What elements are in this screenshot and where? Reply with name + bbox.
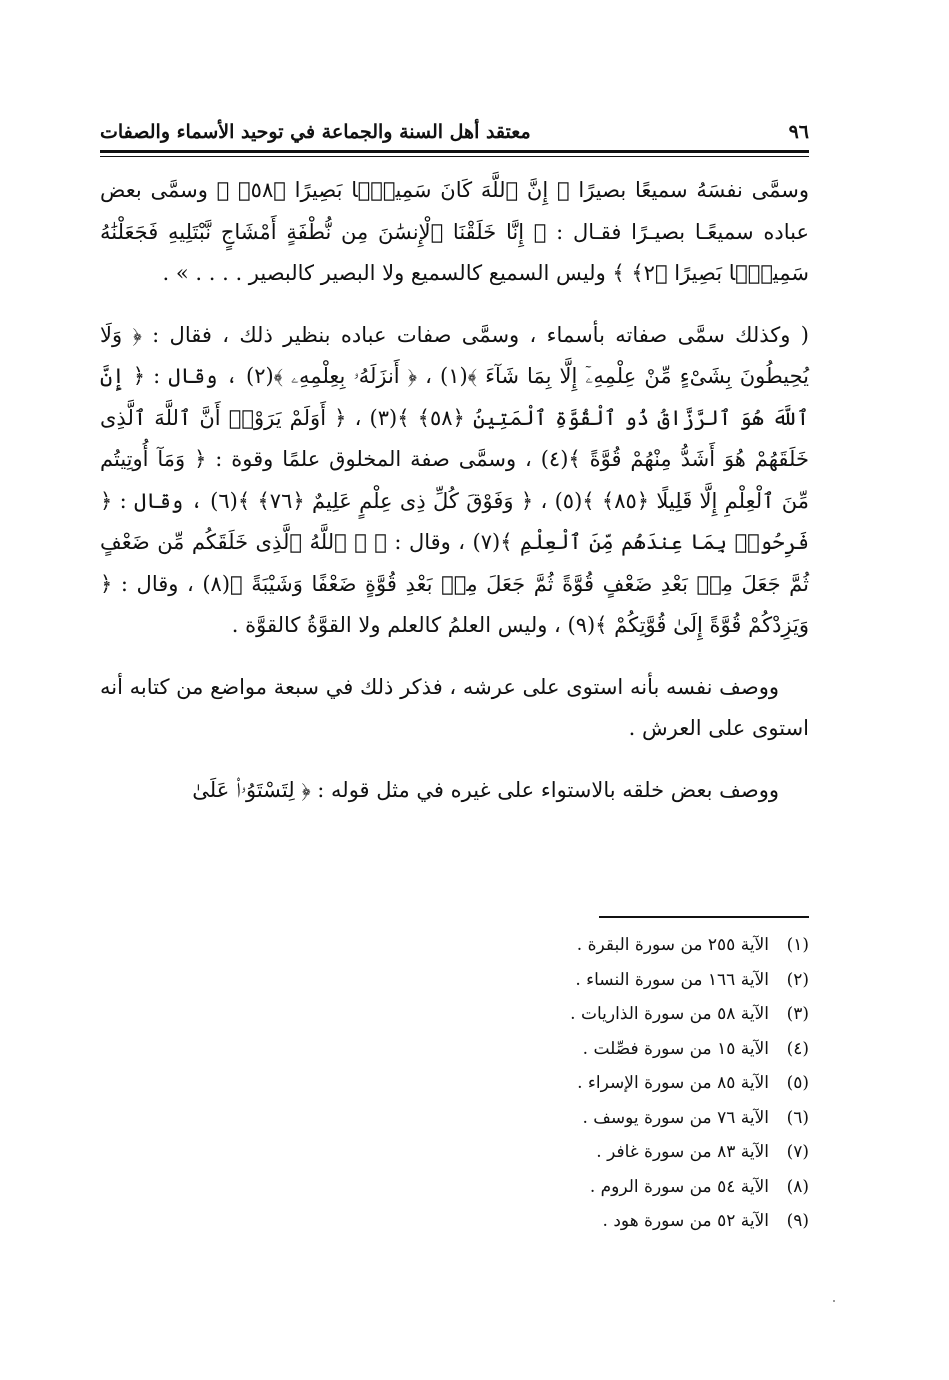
footnote-4 <box>389 1032 809 1067</box>
footnote-text: الآية ٧٦ من سورة يوسف . <box>582 1107 769 1128</box>
footnote-text: الآية ٢٥٥ من سورة البقرة . <box>576 935 769 955</box>
footnote-7 <box>389 1135 809 1170</box>
header-rule-thin <box>100 156 809 157</box>
paragraph-4: ووصف بعض خلقه بالاستواء على غيره في مثل قوله : ﴿ لِتَسْتَوُۥا۟ عَلَىٰ <box>192 777 779 802</box>
footnote-number: (٤) <box>786 1038 809 1059</box>
paragraph-1: وسمَّى نفسَهُ سميعًا بصيرًا ﴿ إِنَّ ٱللَّهَ كَانَ سَمِيعًۢا بَصِيرًا ﴿٥٨﴾ ﴾ وسمَّى بعض عباده سميعًـا بصيـرًا فقـال : ﴿ إِنَّا خَلَقْنَا ٱلْإِنسَٰنَ مِن نُّطْفَةٍ أَمْشَاجٍ نَّبْتَلِيهِ فَجَعَلْنَٰهُ سَمِيعًۢا بَصِيرًا ﴿٢﴾ ﴾ وليس السميع كالسميع ولا البصير كالبصير . . . . » . <box>100 178 809 285</box>
main-text <box>100 170 809 831</box>
footnote-number: (٣) <box>786 1004 809 1024</box>
footnote-8 <box>389 1170 809 1205</box>
page-number: ٩٦ <box>788 121 809 143</box>
footnote-2 <box>389 963 809 998</box>
footnote-number: (٢) <box>786 969 809 990</box>
footnote-9 <box>389 1204 809 1239</box>
scan-speck <box>833 1300 835 1302</box>
footnotes <box>389 928 809 1239</box>
footnote-number: (٥) <box>786 1073 809 1093</box>
footnote-text: الآية ٨٣ من سورة غافر . <box>596 1142 769 1162</box>
footnote-number: (٦) <box>786 1107 809 1128</box>
footnote-number: (١) <box>786 935 809 955</box>
footnote-5 <box>389 1066 809 1101</box>
running-title: معتقد أهل السنة والجماعة في توحيد الأسماء والصفات <box>100 121 531 143</box>
footnote-1 <box>389 928 809 963</box>
footnote-text: الآية ١٦٦ من سورة النساء . <box>575 969 769 990</box>
paragraph-2: ( وكذلك سمَّى صفاته بأسماء ، وسمَّى صفات عباده بنظير ذلك ، فقال : ﴿ وَلَا يُحِيطُونَ بِشَىْءٍ مِّنْ عِلْمِهِۦٓ إِلَّا بِمَا شَآءَ ﴾(١) ، ﴿ أَنزَلَهُۥ بِعِلْمِهِۦ ﴾(٢) ، وقال : ﴿ إِنَّ ٱللَّهَ هُوَ ٱلرَّزَّاقُ ذُو ٱلْقُوَّةِ ٱلْمَتِينُ ﴿٥٨﴾ ﴾(٣) ، ﴿ أَوَلَمْ يَرَوْا۟ أَنَّ ٱللَّهَ ٱلَّذِى خَلَقَهُمْ هُوَ أَشَدُّ مِنْهُمْ قُوَّةً ﴾(٤) ، وسمَّى صفة المخلوق علمًا وقوة : ﴿ وَمَآ أُوتِيتُم مِّنَ ٱلْعِلْمِ إِلَّا قَلِيلًا ﴿٨٥﴾ ﴾(٥) ، ﴿ وَفَوْقَ كُلِّ ذِى عِلْمٍ عَلِيمٌ ﴿٧٦﴾ ﴾(٦) ، وقال : ﴿ فَرِحُوا۟ بِمَا عِندَهُم مِّنَ ٱلْعِلْمِ ﴾(٧) ، وقال : ﴿ ۞ ٱللَّهُ ٱلَّذِى خَلَقَكُم مِّن ضَعْفٍ ثُمَّ جَعَلَ مِنۢ بَعْدِ ضَعْفٍ قُوَّةً ثُمَّ جَعَلَ مِنۢ بَعْدِ قُوَّةٍ ضَعْفًا وَشَيْبَةً ﴾(٨) ، وقال : ﴿ وَيَزِدْكُمْ قُوَّةً إِلَىٰ قُوَّتِكُمْ ﴾(٩) ، وليس العلمُ كالعلم ولا القوَّةُ كالقوَّة . <box>100 322 810 637</box>
footnote-separator <box>599 916 809 918</box>
footnote-text: الآية ٥٨ من سورة الذاريات . <box>570 1004 769 1024</box>
footnote-6 <box>389 1101 809 1136</box>
footnote-number: (٧) <box>786 1142 809 1162</box>
footnote-number: (٩) <box>786 1211 809 1231</box>
footnote-3 <box>389 997 809 1032</box>
footnote-number: (٨) <box>786 1176 809 1197</box>
footnote-text: الآية ٥٤ من سورة الروم . <box>589 1176 769 1197</box>
footnote-text: الآية ١٥ من سورة فصِّلت . <box>582 1038 769 1059</box>
paragraph-3: ووصف نفسه بأنه استوى على عرشه ، فذكر ذلك في سبعة مواضع من كتابه أنه استوى على العرش . <box>100 674 809 740</box>
footnote-text: الآية ٨٥ من سورة الإسراء . <box>577 1073 769 1093</box>
header-rule-thick <box>100 150 809 153</box>
page-header <box>100 115 809 149</box>
footnote-text: الآية ٥٢ من سورة هود . <box>602 1211 769 1231</box>
